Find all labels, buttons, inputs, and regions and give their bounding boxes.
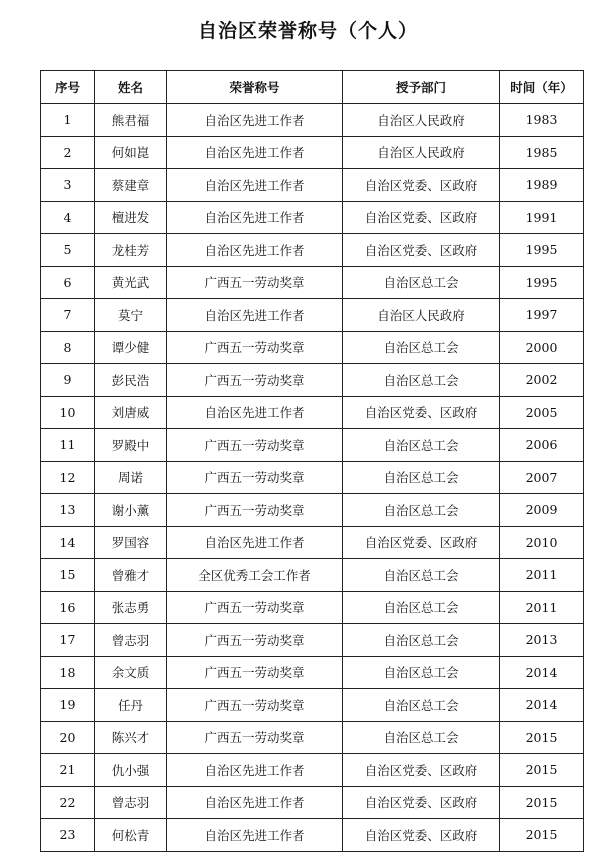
cell-name: 罗国容 [95, 526, 167, 559]
table-row [41, 591, 584, 624]
cell-name: 莫宁 [95, 299, 167, 332]
cell-index: 21 [41, 754, 95, 787]
cell-index: 4 [41, 201, 95, 234]
cell-department: 自治区总工会 [343, 656, 500, 689]
cell-department: 自治区总工会 [343, 461, 500, 494]
table-row [41, 819, 584, 852]
page-title: 自治区荣誉称号（个人） [197, 20, 418, 42]
cell-department: 自治区人民政府 [343, 136, 500, 169]
cell-year: 1995 [500, 234, 584, 267]
cell-name: 檀进发 [95, 201, 167, 234]
cell-department: 自治区党委、区政府 [343, 169, 500, 202]
cell-department: 自治区总工会 [343, 721, 500, 754]
cell-honor: 广西五一劳动奖章 [167, 266, 343, 299]
cell-index: 11 [41, 429, 95, 462]
cell-honor: 自治区先进工作者 [167, 234, 343, 267]
cell-name: 张志勇 [95, 591, 167, 624]
cell-name: 任丹 [95, 689, 167, 722]
table-row [41, 526, 584, 559]
table-row [41, 429, 584, 462]
cell-index: 5 [41, 234, 95, 267]
cell-honor: 自治区先进工作者 [167, 104, 343, 137]
cell-honor: 自治区先进工作者 [167, 396, 343, 429]
header-department: 授予部门 [343, 71, 500, 104]
cell-honor: 广西五一劳动奖章 [167, 494, 343, 527]
cell-year: 2014 [500, 689, 584, 722]
cell-honor: 广西五一劳动奖章 [167, 624, 343, 657]
cell-department: 自治区党委、区政府 [343, 786, 500, 819]
header-row [41, 71, 584, 104]
cell-name: 周诺 [95, 461, 167, 494]
cell-department: 自治区人民政府 [343, 104, 500, 137]
cell-year: 1995 [500, 266, 584, 299]
table-row [41, 201, 584, 234]
cell-honor: 广西五一劳动奖章 [167, 461, 343, 494]
cell-year: 2015 [500, 754, 584, 787]
cell-department: 自治区总工会 [343, 429, 500, 462]
cell-year: 1991 [500, 201, 584, 234]
table-row [41, 266, 584, 299]
cell-index: 15 [41, 559, 95, 592]
cell-name: 余文质 [95, 656, 167, 689]
cell-department: 自治区党委、区政府 [343, 754, 500, 787]
cell-year: 2013 [500, 624, 584, 657]
table-row [41, 656, 584, 689]
cell-index: 2 [41, 136, 95, 169]
table-row [41, 136, 584, 169]
cell-department: 自治区党委、区政府 [343, 819, 500, 852]
cell-year: 2006 [500, 429, 584, 462]
cell-year: 2000 [500, 331, 584, 364]
cell-year: 2011 [500, 591, 584, 624]
cell-honor: 全区优秀工会工作者 [167, 559, 343, 592]
cell-year: 1985 [500, 136, 584, 169]
cell-year: 1997 [500, 299, 584, 332]
header-name: 姓名 [95, 71, 167, 104]
table-row [41, 559, 584, 592]
cell-department: 自治区党委、区政府 [343, 201, 500, 234]
cell-index: 13 [41, 494, 95, 527]
cell-index: 6 [41, 266, 95, 299]
cell-honor: 广西五一劳动奖章 [167, 429, 343, 462]
cell-index: 8 [41, 331, 95, 364]
cell-year: 2015 [500, 819, 584, 852]
cell-name: 曾志羽 [95, 786, 167, 819]
cell-honor: 广西五一劳动奖章 [167, 656, 343, 689]
cell-department: 自治区总工会 [343, 689, 500, 722]
cell-index: 14 [41, 526, 95, 559]
cell-department: 自治区总工会 [343, 624, 500, 657]
cell-honor: 自治区先进工作者 [167, 754, 343, 787]
cell-year: 2002 [500, 364, 584, 397]
cell-index: 18 [41, 656, 95, 689]
cell-honor: 广西五一劳动奖章 [167, 721, 343, 754]
cell-index: 9 [41, 364, 95, 397]
cell-index: 22 [41, 786, 95, 819]
table-row [41, 234, 584, 267]
cell-index: 23 [41, 819, 95, 852]
cell-year: 2015 [500, 721, 584, 754]
cell-name: 蔡建章 [95, 169, 167, 202]
cell-name: 谭少健 [95, 331, 167, 364]
cell-index: 19 [41, 689, 95, 722]
cell-honor: 自治区先进工作者 [167, 786, 343, 819]
cell-department: 自治区党委、区政府 [343, 396, 500, 429]
cell-name: 罗殿中 [95, 429, 167, 462]
table-header [41, 71, 584, 104]
table-row [41, 461, 584, 494]
cell-name: 彭民浩 [95, 364, 167, 397]
cell-index: 7 [41, 299, 95, 332]
cell-department: 自治区党委、区政府 [343, 234, 500, 267]
cell-name: 曾雅才 [95, 559, 167, 592]
cell-honor: 自治区先进工作者 [167, 136, 343, 169]
honors-table [40, 70, 584, 852]
cell-year: 2005 [500, 396, 584, 429]
cell-name: 熊君福 [95, 104, 167, 137]
cell-honor: 自治区先进工作者 [167, 169, 343, 202]
table-row [41, 624, 584, 657]
cell-name: 刘唐威 [95, 396, 167, 429]
cell-department: 自治区党委、区政府 [343, 526, 500, 559]
cell-year: 2011 [500, 559, 584, 592]
cell-year: 2014 [500, 656, 584, 689]
cell-year: 1983 [500, 104, 584, 137]
cell-department: 自治区总工会 [343, 591, 500, 624]
cell-honor: 自治区先进工作者 [167, 201, 343, 234]
cell-index: 10 [41, 396, 95, 429]
table-row [41, 169, 584, 202]
cell-department: 自治区总工会 [343, 559, 500, 592]
cell-index: 20 [41, 721, 95, 754]
table-row [41, 754, 584, 787]
table-body [41, 104, 584, 852]
cell-name: 曾志羽 [95, 624, 167, 657]
cell-department: 自治区总工会 [343, 364, 500, 397]
cell-name: 陈兴才 [95, 721, 167, 754]
table-row [41, 721, 584, 754]
table-row [41, 331, 584, 364]
cell-year: 2010 [500, 526, 584, 559]
cell-name: 何松青 [95, 819, 167, 852]
table-row [41, 299, 584, 332]
cell-year: 1989 [500, 169, 584, 202]
cell-name: 龙桂芳 [95, 234, 167, 267]
cell-department: 自治区总工会 [343, 266, 500, 299]
cell-honor: 自治区先进工作者 [167, 526, 343, 559]
table-row [41, 786, 584, 819]
cell-name: 黄光武 [95, 266, 167, 299]
table-row [41, 104, 584, 137]
cell-honor: 自治区先进工作者 [167, 819, 343, 852]
cell-index: 3 [41, 169, 95, 202]
table-row [41, 364, 584, 397]
header-index: 序号 [41, 71, 95, 104]
cell-department: 自治区人民政府 [343, 299, 500, 332]
table-row [41, 689, 584, 722]
cell-name: 仇小强 [95, 754, 167, 787]
cell-year: 2007 [500, 461, 584, 494]
cell-honor: 广西五一劳动奖章 [167, 331, 343, 364]
header-year: 时间（年） [500, 71, 584, 104]
cell-index: 17 [41, 624, 95, 657]
cell-year: 2015 [500, 786, 584, 819]
cell-honor: 广西五一劳动奖章 [167, 591, 343, 624]
cell-department: 自治区总工会 [343, 331, 500, 364]
cell-honor: 广西五一劳动奖章 [167, 689, 343, 722]
cell-index: 16 [41, 591, 95, 624]
cell-name: 何如崑 [95, 136, 167, 169]
cell-index: 12 [41, 461, 95, 494]
cell-year: 2009 [500, 494, 584, 527]
cell-honor: 自治区先进工作者 [167, 299, 343, 332]
cell-name: 谢小薰 [95, 494, 167, 527]
cell-honor: 广西五一劳动奖章 [167, 364, 343, 397]
table-row [41, 396, 584, 429]
table-row [41, 494, 584, 527]
cell-index: 1 [41, 104, 95, 137]
header-honor: 荣誉称号 [167, 71, 343, 104]
cell-department: 自治区总工会 [343, 494, 500, 527]
